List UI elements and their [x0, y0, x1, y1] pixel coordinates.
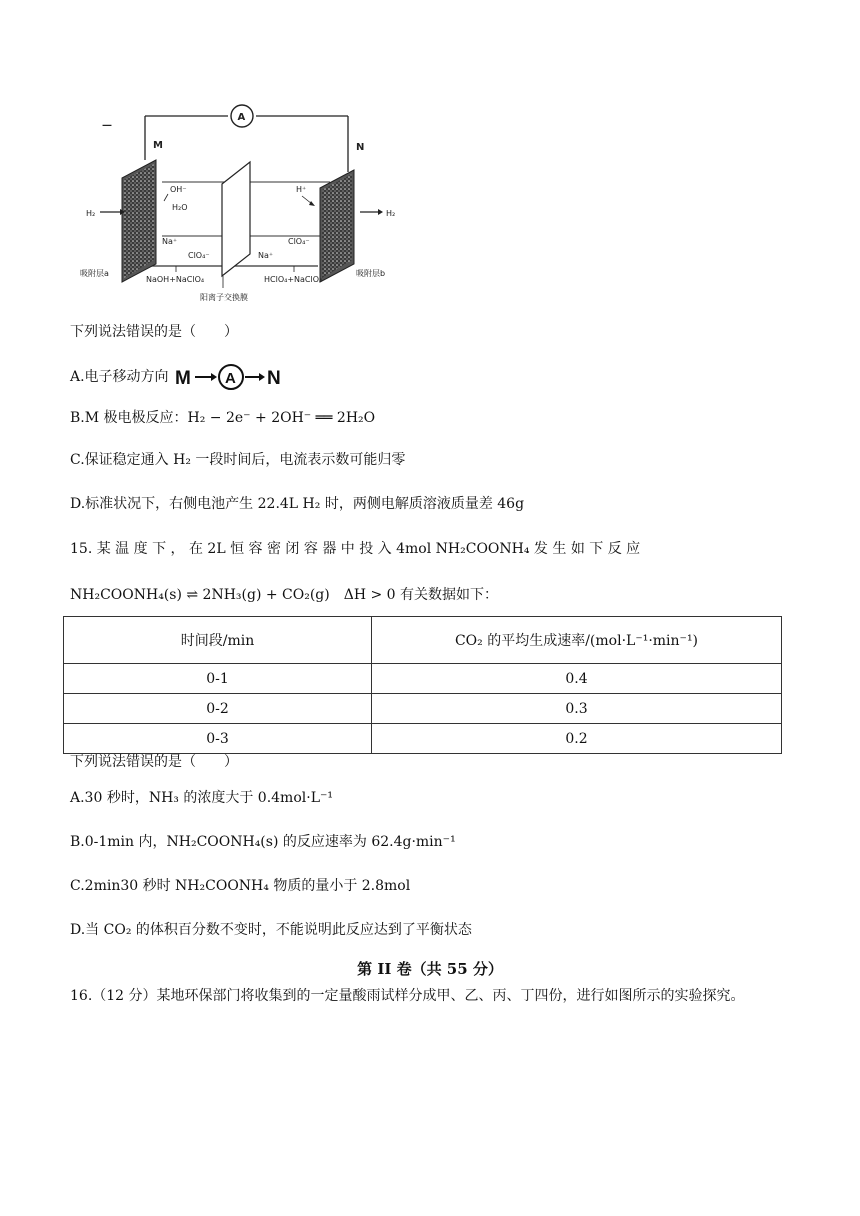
- arrow-n: N: [267, 368, 281, 389]
- oh-label: OH⁻: [170, 185, 187, 194]
- electron-direction-diagram: [175, 362, 295, 392]
- electrode-m-label: M: [153, 140, 163, 151]
- h2-in-label: H₂: [86, 209, 96, 218]
- table-header-row: [64, 617, 782, 664]
- table-row: [64, 664, 782, 694]
- table-header-period: 时间段/min: [64, 617, 372, 664]
- cell-svg: [80, 104, 410, 304]
- table-cell: 0.2: [372, 724, 782, 754]
- table-cell: 0-3: [64, 724, 372, 754]
- q14-option-a-text: A.电子移动方向: [70, 369, 169, 385]
- hplus-label: H⁺: [296, 185, 307, 194]
- q15-option-a: A.30 秒时，NH₃ 的浓度大于 0.4mol·L⁻¹: [70, 790, 333, 806]
- table-cell: 0-2: [64, 694, 372, 724]
- table-header-rate: CO₂ 的平均生成速率/(mol·L⁻¹·min⁻¹): [372, 617, 782, 664]
- na-right-label: Na⁺: [258, 251, 274, 260]
- q15-stem-line1: 15. 某 温 度 下 ， 在 2L 恒 容 密 闭 容 器 中 投 入 4mol NH₂COONH₄ 发 生 如 下 反 应: [70, 541, 641, 557]
- table-cell: 0.3: [372, 694, 782, 724]
- solution-left-label: NaOH+NaClO₄: [146, 275, 205, 284]
- layer-b-label: 吸附层b: [356, 269, 386, 278]
- clo4-left-label: ClO₄⁻: [188, 251, 210, 260]
- q14-option-b: B.M 极电极反应：H₂ − 2e⁻ + 2OH⁻ ══ 2H₂O: [70, 410, 376, 426]
- table-cell: 0.4: [372, 664, 782, 694]
- table-cell: 0-1: [64, 664, 372, 694]
- q15-stem-line2: NH₂COONH₄(s) ⇌ 2NH₃(g) + CO₂(g) ΔH > 0 有关数据如下：: [70, 587, 499, 603]
- section-heading: 第 II 卷（共 55 分）: [357, 960, 503, 978]
- h2-out-label: H₂: [386, 209, 396, 218]
- q14-option-d: D.标准状况下，右侧电池产生 22.4L H₂ 时，两侧电解质溶液质量差 46g: [70, 496, 525, 512]
- clo4-right-label: ClO₄⁻: [288, 237, 310, 246]
- h2o-label: H₂O: [172, 203, 188, 212]
- q14-option-a: [70, 362, 295, 392]
- q15-data-table: [63, 616, 782, 754]
- q16-stem: 16.（12 分）某地环保部门将收集到的一定量酸雨试样分成甲、乙、丙、丁四份，进行如图所示的实验探究。: [70, 988, 745, 1004]
- arrow-m: M: [175, 368, 191, 389]
- cation-exchange-membrane: [222, 162, 250, 276]
- electrode-n-label: N: [356, 142, 365, 153]
- q14-prompt: 下列说法错误的是（ ）: [70, 324, 238, 340]
- arrow-a: A: [225, 370, 236, 387]
- table-row: [64, 694, 782, 724]
- q15-option-b: B.0-1min 内，NH₂COONH₄(s) 的反应速率为 62.4g·min⁻¹: [70, 834, 456, 850]
- electrochemical-cell-diagram: [80, 104, 410, 304]
- q15-option-d: D.当 CO₂ 的体积百分数不变时，不能说明此反应达到了平衡状态: [70, 922, 472, 938]
- layer-a-label: 吸附层a: [80, 269, 109, 278]
- table-row: [64, 724, 782, 754]
- solution-right-label: HClO₄+NaClO₄: [264, 275, 323, 284]
- q14-option-c: C.保证稳定通入 H₂ 一段时间后，电流表示数可能归零: [70, 452, 406, 468]
- q15-prompt: 下列说法错误的是（ ）: [70, 754, 238, 770]
- na-left-label: Na⁺: [162, 237, 178, 246]
- minus-sign: —: [102, 120, 112, 131]
- ammeter-label: A: [237, 112, 246, 123]
- membrane-label: 阳离子交换膜: [200, 293, 248, 302]
- q15-option-c: C.2min30 秒时 NH₂COONH₄ 物质的量小于 2.8mol: [70, 878, 411, 894]
